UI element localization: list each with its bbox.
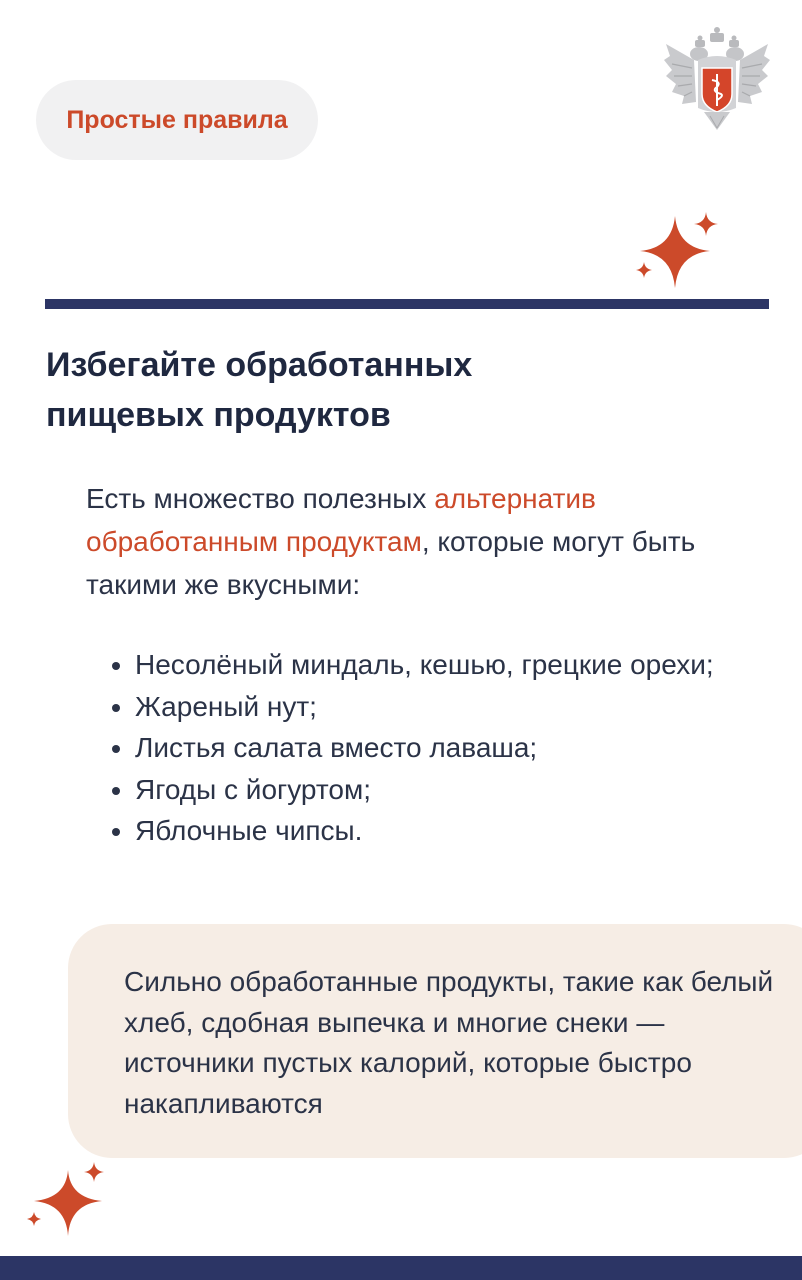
title-line-1: Избегайте обработанных <box>46 346 473 384</box>
category-badge <box>36 80 318 160</box>
title-line-2: пищевых продуктов <box>46 396 391 434</box>
intro-text-after: , которые могут быть такими же вкусными: <box>86 526 696 600</box>
sparkle-icon <box>630 208 730 298</box>
list-item: • Яблочные чипсы. <box>135 810 795 852</box>
category-badge-label: Простые правила <box>66 105 288 134</box>
list-item: • Ягоды с йогуртом; <box>135 769 795 811</box>
info-note-card <box>68 924 802 1158</box>
intro-highlight: альтернатив обработанным продуктам <box>86 483 596 557</box>
list-item: • Жареный нут; <box>135 686 795 728</box>
section-divider <box>45 299 769 309</box>
eagle-emblem-icon <box>664 24 770 136</box>
intro-text-before: Есть множество полезных <box>86 483 435 514</box>
intro-paragraph <box>86 477 766 606</box>
info-note-text: Сильно обработанные продукты, такие как белый хлеб, сдобная выпечка и многие снеки — источники пустых калорий, которые быстро накапливаются <box>124 966 774 1119</box>
footer-bar <box>0 1256 802 1280</box>
list-item: • Несолёный миндаль, кешью, грецкие орехи; <box>135 644 795 686</box>
list-item: • Листья салата вместо лаваша; <box>135 727 795 769</box>
sparkle-icon <box>24 1158 114 1248</box>
alternatives-list <box>108 644 795 852</box>
page-title <box>46 340 746 440</box>
